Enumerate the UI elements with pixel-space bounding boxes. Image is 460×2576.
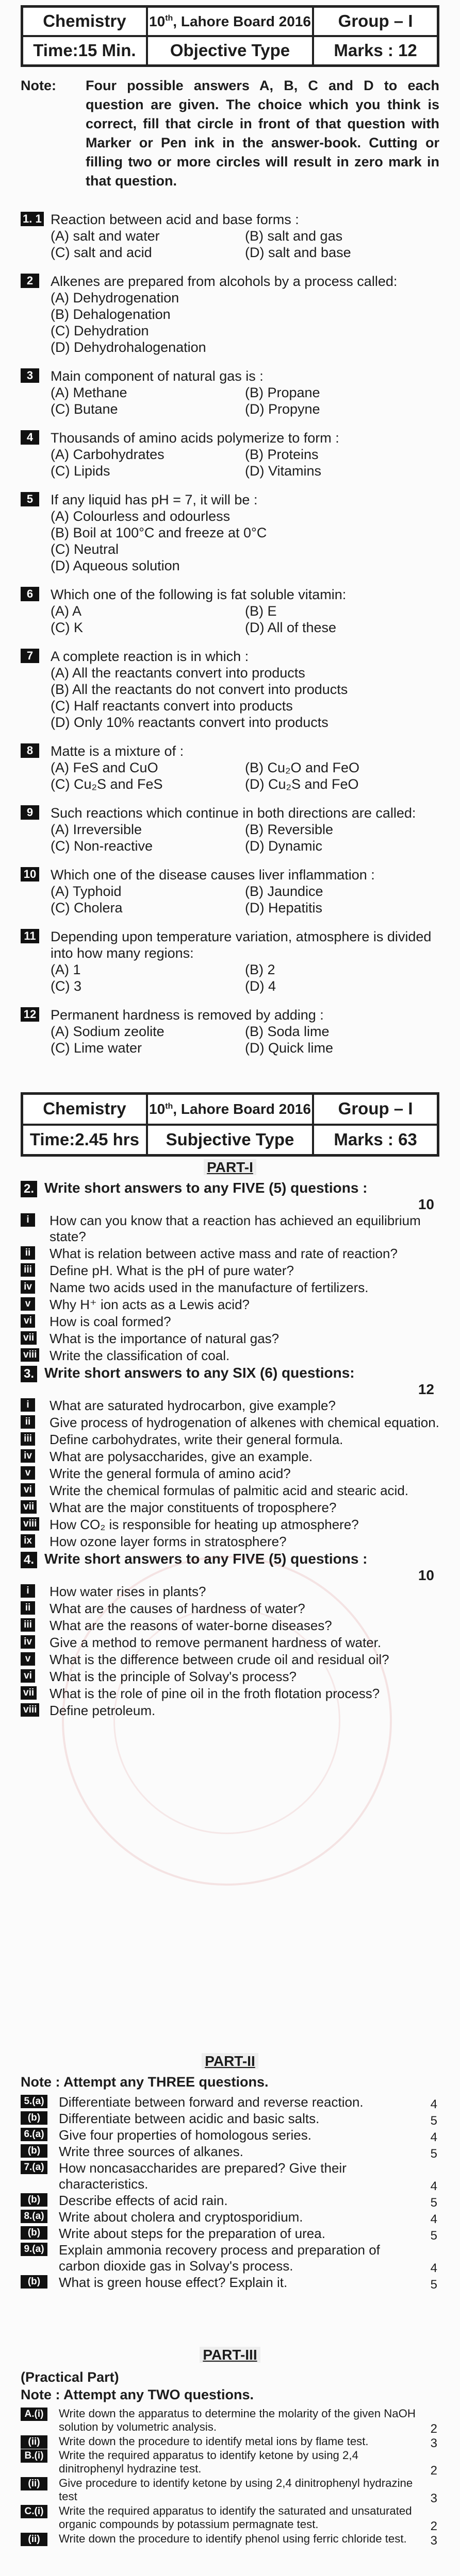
question-instruction: Write short answers to any SIX (6) questions: [44, 1365, 355, 1381]
long-question-number: (b) [21, 2111, 47, 2125]
practical-question-number: B.(i) [21, 2449, 47, 2463]
mcq-question: Reaction between acid and base forms : [51, 212, 299, 227]
question-text: Define petroleum. [50, 1703, 156, 1718]
time-cell: Time:2.45 hrs [22, 1125, 147, 1156]
board-cell [147, 1094, 313, 1125]
mcq-item [21, 867, 439, 916]
long-question-number: 6.(a) [21, 2128, 47, 2141]
mcq-options [51, 446, 439, 479]
mcq-option: (A) Carbohydrates [51, 447, 165, 462]
mcq-option: (B) Reversible [245, 822, 334, 837]
long-question-text: Give four properties of homologous series. [59, 2127, 311, 2143]
roman-number: i [21, 1213, 35, 1227]
long-question-marks: 4 [430, 2130, 437, 2144]
roman-number: vi [21, 1669, 35, 1683]
question-q3-heading [21, 1365, 439, 1397]
question-text: What are saturated hydrocarbon, give example? [50, 1398, 336, 1413]
question-text: Give process of hydrogenation of alkenes with chemical equation. [50, 1415, 439, 1430]
subjective-header [21, 1092, 439, 1157]
mcq-options [51, 759, 439, 792]
mcq-number: 6 [21, 587, 39, 601]
question-text: What are the reasons of water-borne diseases? [50, 1618, 332, 1633]
short-question [21, 1669, 439, 1685]
mcq-option: (A) Methane [51, 385, 127, 400]
practical-question-text: Write the required apparatus to identify the saturated and unsaturated organic compounds by potassium permagnate test. [59, 2504, 412, 2531]
mcq-option: (A) Sodium zeolite [51, 1024, 165, 1039]
long-question [21, 2275, 439, 2291]
mcq-options [51, 961, 439, 994]
short-question [21, 1703, 439, 1719]
marks-cell: Marks : 63 [313, 1125, 438, 1156]
mcq-number: 3 [21, 368, 39, 383]
mcq-option: (A) 1 [51, 962, 81, 977]
roman-number: v [21, 1652, 35, 1666]
long-question-text: What is green house effect? Explain it. [59, 2275, 288, 2290]
question-text: What is the principle of Solvay's process? [50, 1669, 297, 1684]
mcq-number: 8 [21, 743, 39, 758]
roman-number: iii [21, 1263, 35, 1277]
short-question [21, 1348, 439, 1364]
long-question-text: Describe effects of acid rain. [59, 2193, 228, 2208]
practical-question-marks: 3 [430, 2534, 437, 2548]
question-marks: 12 [418, 1381, 434, 1397]
mcq-option: (B) Cu₂O and FeO [245, 760, 360, 775]
practical-question [21, 2477, 439, 2504]
question-text: Write the general formula of amino acid? [50, 1466, 291, 1481]
board-sup: th [165, 1101, 173, 1111]
roman-number: viii [21, 1703, 39, 1717]
mcq-option: (B) Propane [245, 385, 320, 400]
long-question [21, 2242, 439, 2274]
mcq-option: (D) Cu₂S and FeO [245, 776, 359, 792]
practical-question-number: (ii) [21, 2435, 47, 2449]
mcq-question: If any liquid has pH = 7, it will be : [51, 492, 258, 507]
long-question [21, 2144, 439, 2160]
mcq-number: 2 [21, 274, 39, 288]
part-2-note: Note : Attempt any THREE questions. [21, 2074, 269, 2090]
short-question [21, 1314, 439, 1330]
question-number: 2. [21, 1181, 37, 1197]
practical-question-number: C.(i) [21, 2505, 47, 2518]
subject-cell: Chemistry [22, 1094, 147, 1125]
question-q2-heading [21, 1180, 439, 1212]
practical-question-marks: 2 [430, 2422, 437, 2436]
time-cell: Time:15 Min. [22, 36, 147, 65]
question-text: How water rises in plants? [50, 1584, 206, 1599]
practical-question-text: Give procedure to identify ketone by using 2,4 dinitrophenyl hydrazine test [59, 2477, 413, 2503]
mcq-option: (D) Vitamins [245, 463, 322, 479]
mcq-option: (D) Only 10% reactants convert into products [51, 715, 328, 730]
short-question [21, 1534, 439, 1550]
long-question [21, 2226, 439, 2242]
question-text: What is the importance of natural gas? [50, 1331, 280, 1346]
question-number: 3. [21, 1366, 37, 1382]
question-text: How is coal formed? [50, 1314, 171, 1329]
short-question [21, 1500, 439, 1516]
roman-number: vii [21, 1500, 37, 1514]
short-question [21, 1263, 439, 1279]
practical-question-number: (ii) [21, 2477, 47, 2490]
question-instruction: Write short answers to any FIVE (5) questions : [44, 1180, 368, 1196]
long-question-text: Write about cholera and cryptosporidium. [59, 2209, 303, 2225]
mcq-item [21, 1007, 439, 1056]
marks-cell: Marks : 12 [313, 36, 438, 65]
long-question-number: (b) [21, 2275, 47, 2289]
roman-number: vi [21, 1483, 35, 1497]
long-question-text: Explain ammonia recovery process and preparation of carbon dioxide gas in Solvay's process. [59, 2242, 380, 2274]
mcq-option: (D) Propyne [245, 401, 320, 417]
question-q4-heading [21, 1551, 439, 1583]
question-text: What are the causes of hardness of water? [50, 1601, 305, 1616]
question-text: Write the chemical formulas of palmitic acid and stearic acid. [50, 1483, 409, 1498]
short-question [21, 1635, 439, 1651]
mcq-option: (D) Quick lime [245, 1040, 334, 1056]
long-question [21, 2127, 439, 2143]
long-question-marks: 4 [430, 2097, 437, 2111]
long-question-marks: 4 [430, 2212, 437, 2226]
mcq-option: (B) salt and gas [245, 228, 343, 244]
long-question-marks: 5 [430, 2196, 437, 2210]
roman-number: iii [21, 1618, 35, 1632]
mcq-number: 10 [21, 867, 39, 882]
mcq-option: (C) K [51, 620, 83, 635]
mcq-question: Such reactions which continue in both directions are called: [51, 805, 416, 821]
board-rest: , Lahore Board 2016 [173, 13, 311, 29]
mcq-option: (C) Butane [51, 401, 118, 417]
roman-number: i [21, 1398, 35, 1412]
mcq-option: (A) FeS and CuO [51, 760, 158, 775]
short-question [21, 1331, 439, 1347]
mcq-option: (C) Dehydration [51, 323, 149, 338]
mcq-option: (C) 3 [51, 978, 81, 994]
long-question-marks: 5 [430, 2278, 437, 2292]
roman-number: ii [21, 1246, 35, 1260]
type-cell: Subjective Type [147, 1125, 313, 1156]
mcq-item [21, 805, 439, 854]
question-instruction: Write short answers to any FIVE (5) questions : [44, 1551, 368, 1567]
mcq-options [51, 603, 439, 636]
practical-question-marks: 2 [430, 2519, 437, 2534]
short-question [21, 1601, 439, 1617]
mcq-question: Which one of the disease causes liver inflammation : [51, 867, 375, 883]
short-question [21, 1466, 439, 1482]
mcq-option: (D) Dehydrohalogenation [51, 340, 206, 355]
mcq-option: (C) Cu₂S and FeS [51, 776, 163, 792]
mcq-option: (B) Jaundice [245, 884, 323, 899]
short-question [21, 1517, 439, 1533]
short-question [21, 1449, 439, 1465]
practical-question-text: Write down the procedure to identify phenol using ferric chloride test. [59, 2532, 407, 2545]
roman-number: ii [21, 1415, 35, 1429]
long-question-text: Write three sources of alkanes. [59, 2144, 243, 2159]
roman-number: iv [21, 1449, 35, 1463]
mcq-number: 11 [21, 929, 39, 943]
mcq-item [21, 928, 439, 994]
mcq-item [21, 586, 439, 636]
mcq-option: (C) Cholera [51, 900, 123, 916]
roman-number: iv [21, 1635, 35, 1649]
mcq-number: 7 [21, 649, 39, 663]
question-text: How ozone layer forms in stratosphere? [50, 1534, 287, 1549]
mcq-option: (B) E [245, 603, 277, 619]
mcq-item [21, 743, 439, 792]
mcq-option: (B) 2 [245, 962, 275, 977]
mcq-option: (D) salt and base [245, 245, 351, 260]
mcq-options [51, 508, 439, 574]
practical-question-text: Write the required apparatus to identify ketone by using 2,4 dinitrophenyl hydrazine test. [59, 2449, 358, 2476]
long-question-text: How noncasaccharides are prepared? Give their characteristics. [59, 2160, 347, 2192]
question-text: What are the major constituents of troposphere? [50, 1500, 337, 1515]
long-question [21, 2209, 439, 2225]
note-label: Note: [21, 78, 56, 93]
mcq-option: (C) Lipids [51, 463, 110, 479]
long-question [21, 2160, 439, 2192]
mcq-question: Matte is a mixture of : [51, 743, 184, 759]
mcq-option: (A) Irreversible [51, 822, 142, 837]
roman-number: v [21, 1297, 35, 1311]
question-text: Define carbohydrates, write their general formula. [50, 1432, 343, 1447]
long-question [21, 2193, 439, 2209]
part-3-title: PART-III [21, 2347, 439, 2363]
mcq-item [21, 368, 439, 417]
practical-question [21, 2532, 439, 2546]
mcq-option: (D) 4 [245, 978, 276, 994]
question-text: Why H⁺ ion acts as a Lewis acid? [50, 1297, 250, 1312]
long-question-number: (b) [21, 2144, 47, 2158]
roman-number: vi [21, 1314, 35, 1328]
mcq-question: Permanent hardness is removed by adding : [51, 1007, 324, 1023]
question-text: Define pH. What is the pH of pure water? [50, 1263, 294, 1278]
long-question-number: 9.(a) [21, 2243, 47, 2256]
mcq-item [21, 211, 439, 261]
short-question [21, 1483, 439, 1499]
board-cell [147, 7, 313, 36]
long-question [21, 2094, 439, 2110]
mcq-option: (B) Proteins [245, 447, 319, 462]
long-question [21, 2111, 439, 2127]
mcq-question: Alkenes are prepared from alcohols by a process called: [51, 274, 398, 289]
long-question-text: Differentiate between acidic and basic salts. [59, 2111, 320, 2126]
roman-number: i [21, 1584, 35, 1598]
mcq-options [51, 384, 439, 417]
roman-number: vii [21, 1686, 37, 1700]
mcq-option: (A) salt and water [51, 228, 160, 244]
objective-header [21, 5, 439, 67]
long-question-number: 7.(a) [21, 2161, 47, 2174]
mcq-option: (A) All the reactants convert into products [51, 665, 305, 681]
long-question-number: (b) [21, 2226, 47, 2240]
part-1-title: PART-I [21, 1159, 439, 1176]
mcq-question: A complete reaction is in which : [51, 649, 249, 664]
mcq-question: Thousands of amino acids polymerize to form : [51, 430, 339, 446]
roman-number: vii [21, 1331, 37, 1345]
long-question-marks: 5 [430, 2114, 437, 2128]
mcq-number: 9 [21, 805, 39, 820]
short-question [21, 1618, 439, 1634]
board-prefix: 10 [149, 1101, 166, 1117]
practical-question-text: Write down the procedure to identify metal ions by flame test. [59, 2435, 369, 2448]
mcq-number: 5 [21, 492, 39, 506]
practical-question-marks: 3 [430, 2436, 437, 2450]
note-text: Four possible answers A, B, C and D to each question are given. The choice which you think is correct, fill that circle in front of that question with Marker or Pen ink in the answer-book. Cutting or filling two or more circles will result in zero mark in that question. [86, 78, 439, 189]
mcq-options [51, 1023, 439, 1056]
question-text: What are polysaccharides, give an example. [50, 1449, 313, 1464]
practical-question-text: Write down the apparatus to determine the molarity of the given NaOH solution by volumetric analysis. [59, 2407, 416, 2434]
short-question [21, 1246, 439, 1262]
question-text: Give a method to remove permanent hardness of water. [50, 1635, 382, 1650]
practical-question [21, 2449, 439, 2476]
mcq-item [21, 273, 439, 355]
question-number: 4. [21, 1552, 37, 1568]
mcq-question: Main component of natural gas is : [51, 368, 264, 384]
board-rest: , Lahore Board 2016 [173, 1101, 311, 1117]
group-cell: Group – I [313, 7, 438, 36]
type-cell: Objective Type [147, 36, 313, 65]
long-question-text: Differentiate between forward and reverse reaction. [59, 2094, 364, 2110]
practical-question-marks: 2 [430, 2464, 437, 2478]
mcq-options [51, 290, 439, 355]
board-sup: th [165, 14, 173, 23]
question-text: What is the difference between crude oil and residual oil? [50, 1652, 389, 1667]
long-question-marks: 5 [430, 2229, 437, 2243]
roman-number: viii [21, 1517, 39, 1531]
mcq-option: (A) Typhoid [51, 884, 122, 899]
practical-question [21, 2435, 439, 2448]
short-question [21, 1213, 439, 1245]
long-question-number: 5.(a) [21, 2095, 47, 2108]
question-text: Name two acids used in the manufacture of fertilizers. [50, 1280, 369, 1295]
mcq-number: 12 [21, 1007, 39, 1022]
practical-question-marks: 3 [430, 2492, 437, 2506]
mcq-number: 4 [21, 430, 39, 445]
mcq-option: (B) Dehalogenation [51, 307, 171, 322]
mcq-options [51, 883, 439, 916]
roman-number: v [21, 1466, 35, 1480]
question-marks: 10 [418, 1567, 434, 1583]
short-question [21, 1686, 439, 1702]
short-question [21, 1297, 439, 1313]
part-3-note: Note : Attempt any TWO questions. [21, 2387, 254, 2402]
subject-cell: Chemistry [22, 7, 147, 36]
mcq-option: (D) All of these [245, 620, 337, 635]
group-cell: Group – I [313, 1094, 438, 1125]
mcq-option: (B) Soda lime [245, 1024, 330, 1039]
roman-number: iv [21, 1280, 35, 1294]
mcq-number: 1. 1 [21, 212, 44, 226]
practical-subtitle: (Practical Part) [21, 2369, 119, 2385]
short-question [21, 1415, 439, 1431]
short-question [21, 1432, 439, 1448]
long-question-marks: 4 [430, 2261, 437, 2275]
short-question [21, 1398, 439, 1414]
practical-question-number: A.(i) [21, 2408, 47, 2421]
mcq-item [21, 430, 439, 479]
mcq-item [21, 492, 439, 574]
question-text: What is the role of pine oil in the froth flotation process? [50, 1686, 380, 1701]
roman-number: ix [21, 1534, 35, 1548]
practical-question [21, 2407, 439, 2434]
roman-number: ii [21, 1601, 35, 1615]
mcq-option: (D) Hepatitis [245, 900, 323, 916]
long-question-number: 8.(a) [21, 2210, 47, 2223]
roman-number: viii [21, 1348, 39, 1362]
mcq-option: (D) Dynamic [245, 838, 323, 854]
mcq-item [21, 648, 439, 731]
question-text: Write the classification of coal. [50, 1348, 230, 1363]
long-question-marks: 5 [430, 2147, 437, 2161]
mcq-option: (A) Dehydrogenation [51, 290, 179, 306]
objective-note [21, 76, 439, 191]
mcq-list [21, 211, 439, 1056]
mcq-option: (C) Neutral [51, 541, 119, 557]
mcq-options [51, 821, 439, 854]
mcq-options [51, 228, 439, 261]
mcq-option: (A) Colourless and odourless [51, 509, 231, 524]
question-text: How CO₂ is responsible for heating up atmosphere? [50, 1517, 359, 1532]
question-marks: 10 [418, 1196, 434, 1212]
mcq-option: (C) Lime water [51, 1040, 142, 1056]
long-question-marks: 4 [430, 2179, 437, 2193]
short-question [21, 1652, 439, 1668]
mcq-question: Which one of the following is fat soluble vitamin: [51, 587, 347, 602]
mcq-option: (D) Aqueous solution [51, 558, 180, 573]
mcq-options [51, 665, 439, 731]
mcq-question: Depending upon temperature variation, atmosphere is divided into how many regions: [51, 929, 432, 961]
long-question-number: (b) [21, 2193, 47, 2207]
short-question [21, 1584, 439, 1600]
question-text: How can you know that a reaction has achieved an equilibrium state? [50, 1213, 421, 1244]
mcq-option: (C) Half reactants convert into products [51, 698, 293, 714]
part-2-title: PART-II [21, 2053, 439, 2070]
short-question [21, 1280, 439, 1296]
roman-number: iii [21, 1432, 35, 1446]
mcq-option: (A) A [51, 603, 82, 619]
mcq-option: (B) All the reactants do not convert into products [51, 682, 348, 697]
practical-question-number: (ii) [21, 2533, 47, 2546]
mcq-option: (B) Boil at 100°C and freeze at 0°C [51, 525, 267, 540]
mcq-option: (C) salt and acid [51, 245, 152, 260]
mcq-option: (C) Non-reactive [51, 838, 153, 854]
long-question-text: Write about steps for the preparation of urea. [59, 2226, 325, 2241]
practical-question [21, 2504, 439, 2532]
question-text: What is relation between active mass and rate of reaction? [50, 1246, 398, 1261]
board-prefix: 10 [149, 13, 166, 29]
